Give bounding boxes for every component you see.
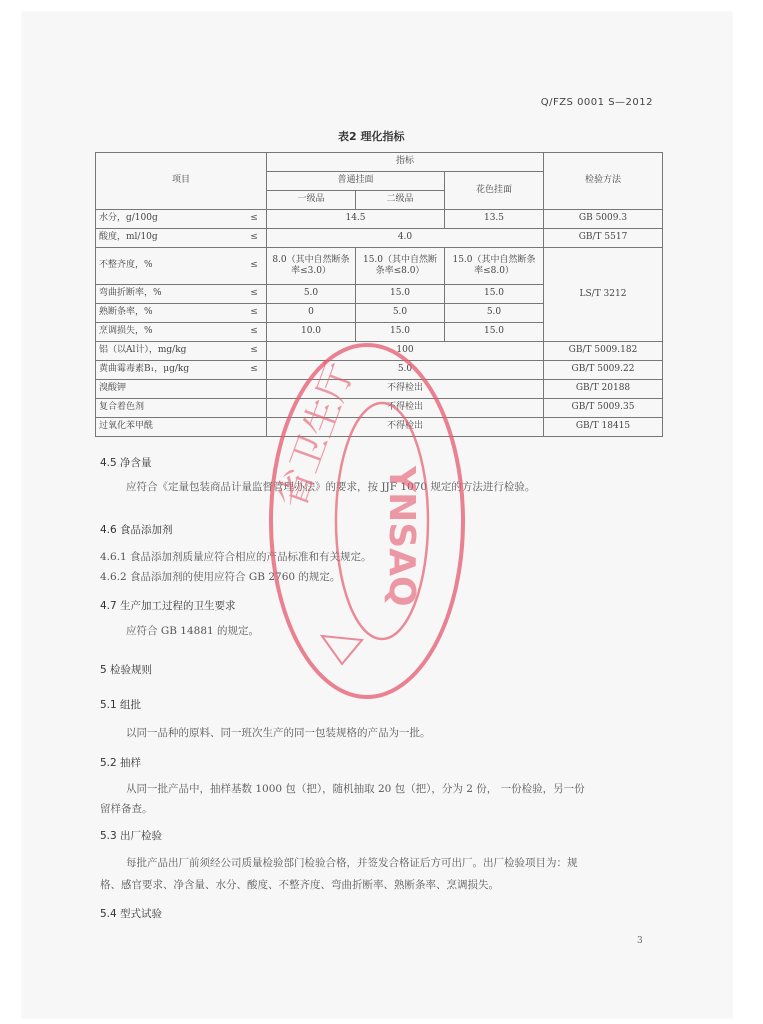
- row-name: 弯曲折断率，%: [96, 285, 243, 304]
- section-4-7-text: 应符合 GB 14881 的规定。: [126, 625, 260, 637]
- section-5-2-text-1: 从同一批产品中，抽样基数 1000 包（把），随机抽取 20 包（把），分为 2 份， 一份检验，另一份: [126, 783, 585, 795]
- row-grade1: 10.0: [267, 323, 356, 342]
- stamp-center-text: YNSAQ: [381, 466, 422, 607]
- row-colored: 5.0: [445, 304, 544, 323]
- row-op: ≤: [242, 361, 267, 380]
- section-5-title: 5 检验规则: [100, 664, 153, 676]
- row-name: 酸度，ml/10g: [96, 229, 243, 248]
- row-colored: 13.5: [445, 210, 544, 229]
- section-5-2-title: 5.2 抽样: [100, 757, 142, 769]
- row-colored: 15.0: [445, 285, 544, 304]
- row-op: ≤: [242, 323, 267, 342]
- row-grade1: 0: [267, 304, 356, 323]
- section-4-5-text: 应符合《定量包装商品计量监督管理办法》的要求，按 JJF 1070 规定的方法进行检验。: [126, 481, 536, 493]
- header-ordinary: 普通挂面: [267, 172, 445, 191]
- section-4-6-title: 4.6 食品添加剂: [100, 524, 173, 536]
- header-item: 项目: [96, 153, 267, 210]
- row-colored: 15.0: [445, 323, 544, 342]
- row-name: 熟断条率，%: [96, 304, 243, 323]
- row-value: 5.0: [267, 361, 544, 380]
- table-row: [96, 210, 663, 229]
- table-row: [96, 418, 663, 437]
- standard-code: Q/FZS 0001 S—2012: [540, 97, 653, 108]
- table-row: [96, 342, 663, 361]
- row-name: 黄曲霉毒素B₁，μg/kg: [96, 361, 243, 380]
- physicochemical-table: [95, 152, 663, 437]
- row-method: GB/T 5009.182: [544, 342, 663, 361]
- row-op: ≤: [242, 210, 267, 229]
- stamp-top-text: 省卫生厅: [269, 356, 363, 515]
- header-grade2: 二级品: [356, 191, 445, 210]
- section-5-4-title: 5.4 型式试验: [100, 908, 163, 920]
- row-name: 水分，g/100g: [96, 210, 243, 229]
- section-4-6-1-text: 4.6.1 食品添加剂质量应符合相应的产品标准和有关规定。: [100, 551, 372, 563]
- row-method: GB 5009.3: [544, 210, 663, 229]
- row-grade2: 15.0（其中自然断条率≤8.0）: [356, 248, 445, 285]
- header-grade1: 一级品: [267, 191, 356, 210]
- row-op: ≤: [242, 304, 267, 323]
- row-value: 14.5: [267, 210, 445, 229]
- row-name: 铝（以Al计），mg/kg: [96, 342, 243, 361]
- row-method: LS/T 3212: [544, 248, 663, 342]
- section-5-3-title: 5.3 出厂检验: [100, 830, 163, 842]
- row-method: GB/T 18415: [544, 418, 663, 437]
- section-5-1-title: 5.1 组批: [100, 699, 142, 711]
- row-op: ≤: [242, 229, 267, 248]
- row-op: [242, 399, 267, 418]
- table-row: [96, 399, 663, 418]
- row-value: 不得检出: [267, 399, 544, 418]
- row-method: GB/T 5009.35: [544, 399, 663, 418]
- table-row: [96, 380, 663, 399]
- section-4-6-2-text: 4.6.2 食品添加剂的使用应符合 GB 2760 的规定。: [100, 571, 341, 583]
- table-row: [96, 361, 663, 380]
- row-name: 溴酸钾: [96, 380, 243, 399]
- row-value: 100: [267, 342, 544, 361]
- row-colored: 15.0（其中自然断条率≤8.0）: [445, 248, 544, 285]
- section-5-3-text-1: 每批产品出厂前须经公司质量检验部门检验合格，并签发合格证后方可出厂。出厂检验项目为：规: [126, 857, 578, 869]
- row-value: 4.0: [267, 229, 544, 248]
- row-method: GB/T 5009.22: [544, 361, 663, 380]
- row-value: 不得检出: [267, 380, 544, 399]
- row-op: [242, 418, 267, 437]
- row-grade1: 5.0: [267, 285, 356, 304]
- row-name: 不整齐度，%: [96, 248, 243, 285]
- section-5-2-text-2: 留样备查。: [100, 803, 153, 815]
- page-number: 3: [637, 936, 643, 946]
- row-name: 烹调损失，%: [96, 323, 243, 342]
- row-name: 过氧化苯甲酰: [96, 418, 243, 437]
- row-grade1: 8.0（其中自然断条率≤3.0）: [267, 248, 356, 285]
- table-title: 表2 理化指标: [338, 130, 405, 143]
- row-value: 不得检出: [267, 418, 544, 437]
- row-op: [242, 380, 267, 399]
- row-grade2: 5.0: [356, 304, 445, 323]
- row-op: ≤: [242, 285, 267, 304]
- section-4-7-title: 4.7 生产加工过程的卫生要求: [100, 600, 236, 612]
- row-op: ≤: [242, 342, 267, 361]
- section-5-1-text: 以同一品种的原料、同一班次生产的同一包装规格的产品为一批。: [126, 727, 431, 739]
- row-method: GB/T 20188: [544, 380, 663, 399]
- table-row: [96, 229, 663, 248]
- table-row: [96, 248, 663, 285]
- row-grade2: 15.0: [356, 285, 445, 304]
- header-colored: 花色挂面: [445, 172, 544, 210]
- header-indicator: 指标: [267, 153, 544, 172]
- section-5-3-text-2: 格、感官要求、净含量、水分、酸度、不整齐度、弯曲折断率、熟断条率、烹调损失。: [100, 879, 499, 891]
- header-method: 检验方法: [544, 153, 663, 210]
- row-grade2: 15.0: [356, 323, 445, 342]
- row-method: GB/T 5517: [544, 229, 663, 248]
- section-4-5-title: 4.5 净含量: [100, 457, 152, 469]
- row-name: 复合着色剂: [96, 399, 243, 418]
- row-op: ≤: [242, 248, 267, 285]
